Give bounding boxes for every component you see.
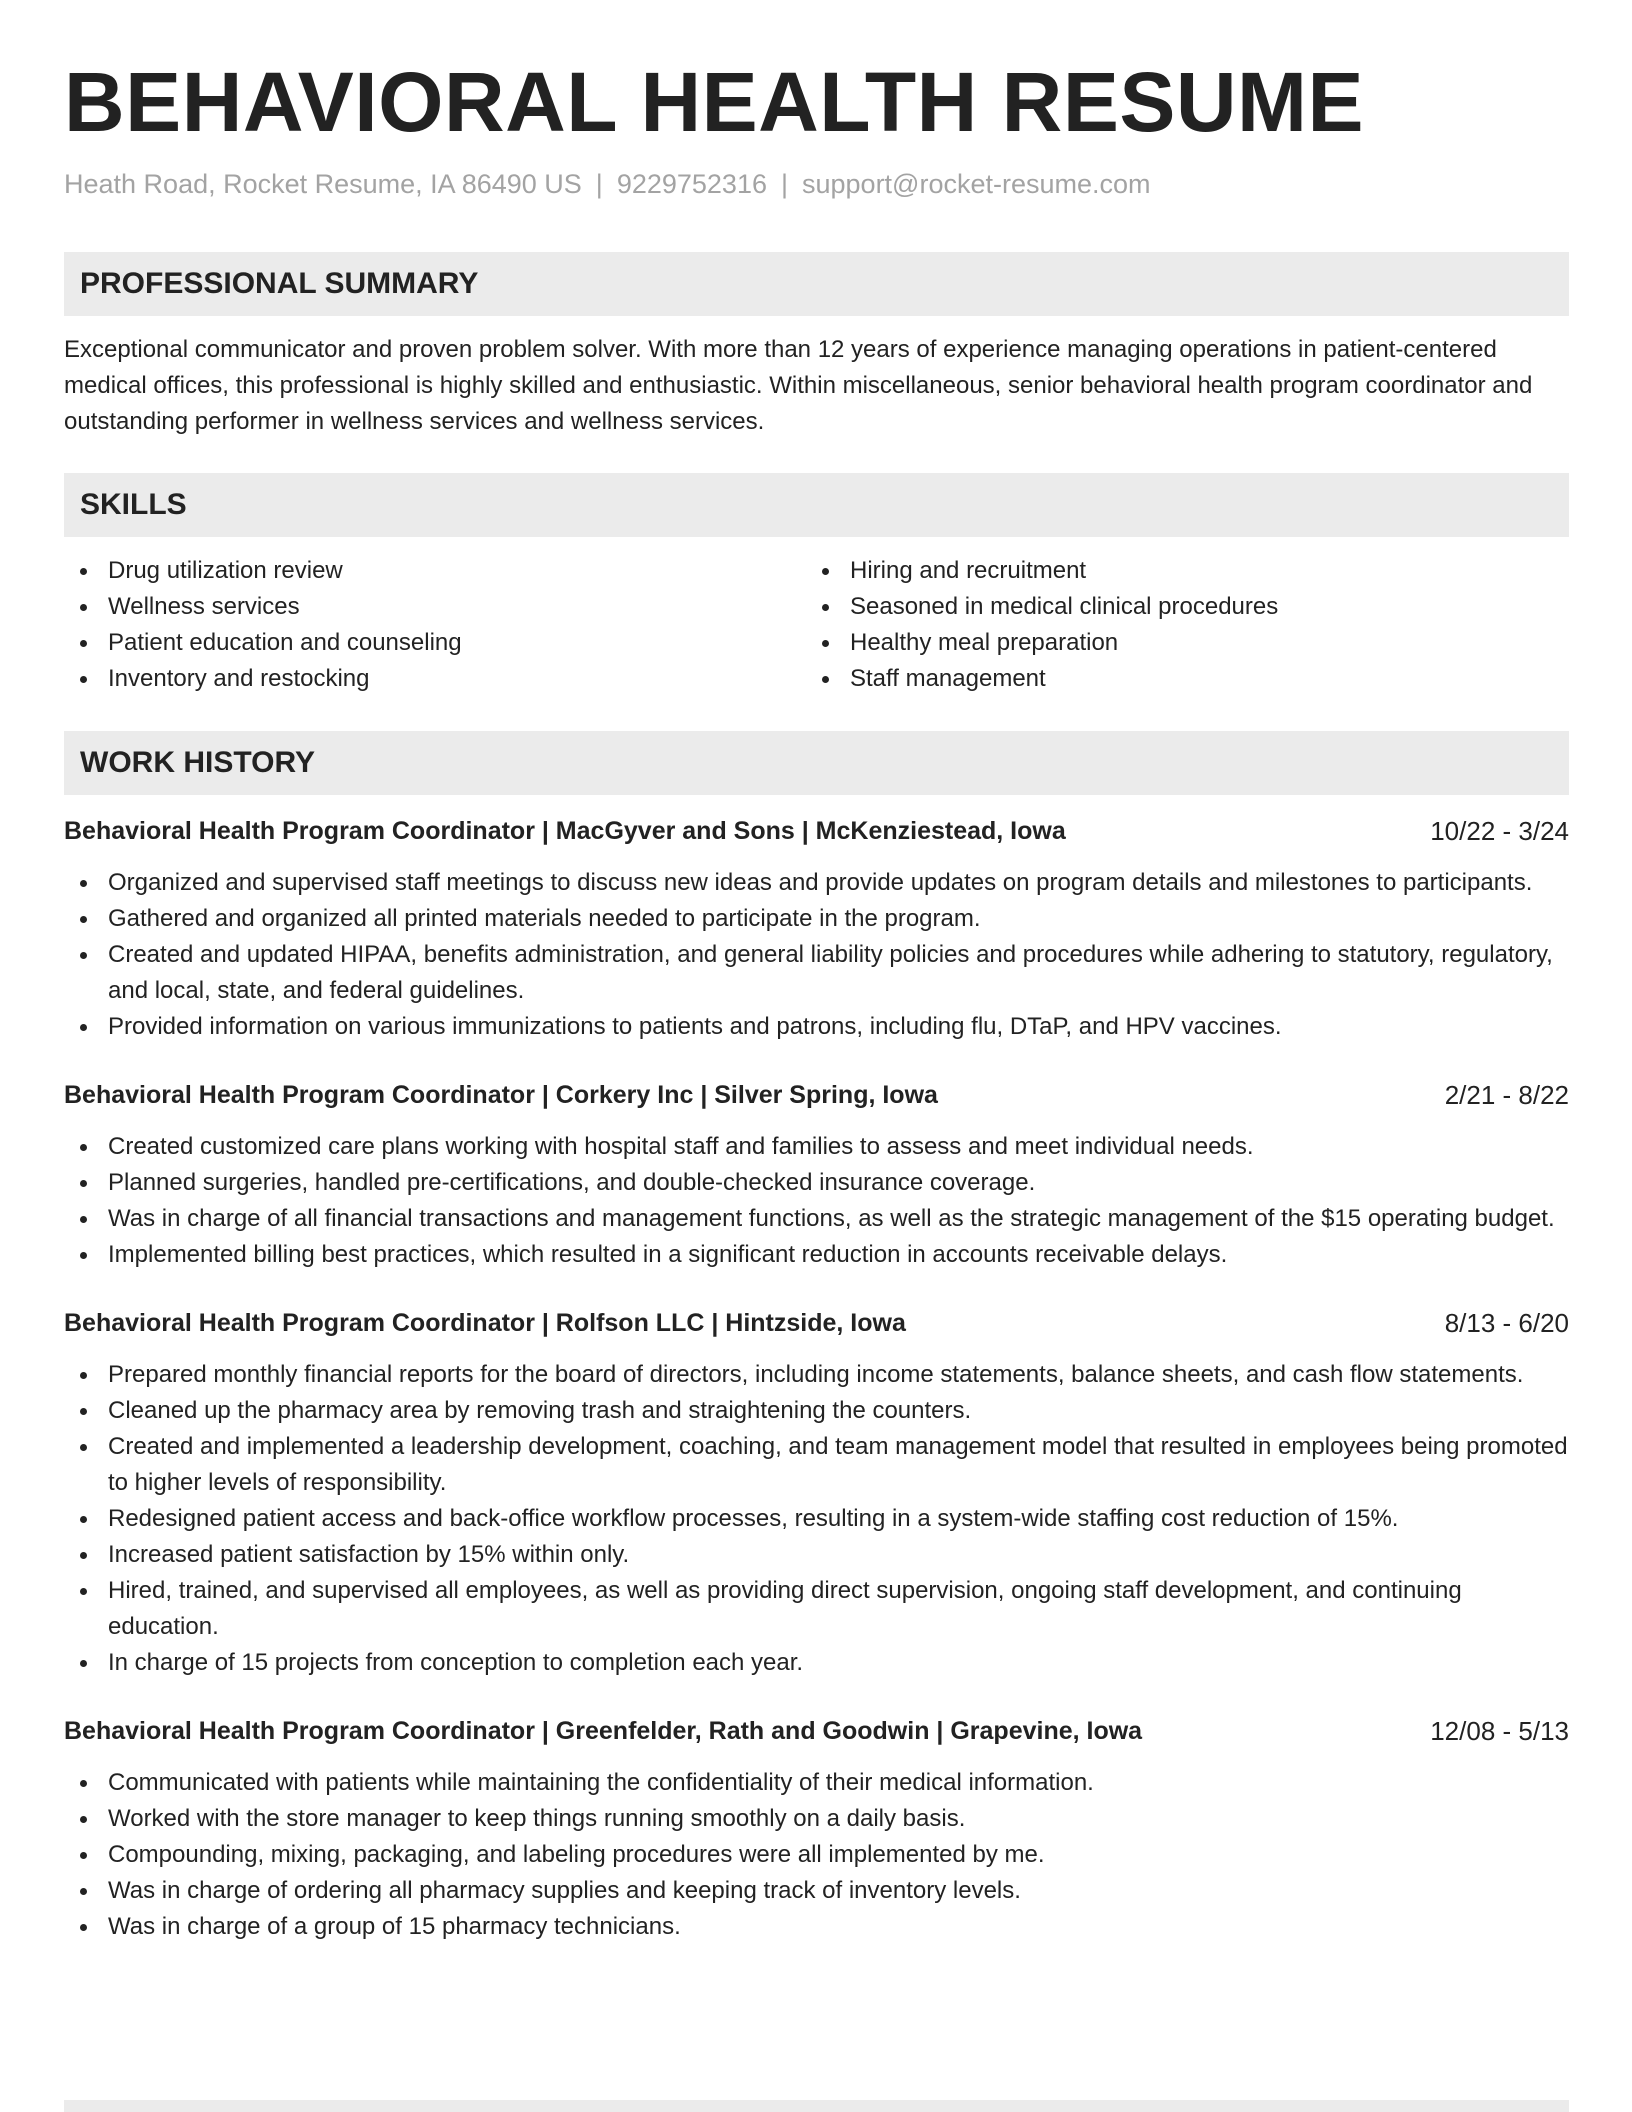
job-bullet: Created customized care plans working with hospital staff and families to assess and meet individual needs. bbox=[64, 1129, 1569, 1165]
job-bullet: Implemented billing best practices, which resulted in a significant reduction in accounts receivable delays. bbox=[64, 1237, 1569, 1273]
job-bullet: Created and updated HIPAA, benefits administration, and general liability policies and procedures while adhering to statutory, regulatory, and local, state, and federal guidelines. bbox=[64, 937, 1569, 1009]
job-header bbox=[64, 1077, 1569, 1113]
job-title: Behavioral Health Program Coordinator | MacGyver and Sons | McKenziestead, Iowa bbox=[64, 817, 1066, 845]
job-bullet: Was in charge of a group of 15 pharmacy technicians. bbox=[64, 1909, 1569, 1945]
contact-line bbox=[64, 166, 1569, 202]
job-bullet: Created and implemented a leadership development, coaching, and team management model that resulted in employees being promoted to higher levels of responsibility. bbox=[64, 1429, 1569, 1501]
job-bullet: Was in charge of all financial transactions and management functions, as well as the strategic management of the $15 operating budget. bbox=[64, 1201, 1569, 1237]
next-section-header-edge bbox=[64, 2100, 1569, 2112]
job-bullet: In charge of 15 projects from conception to completion each year. bbox=[64, 1645, 1569, 1681]
job-bullet: Prepared monthly financial reports for the board of directors, including income statements, balance sheets, and cash flow statements. bbox=[64, 1357, 1569, 1393]
job-dates: 8/13 - 6/20 bbox=[1444, 1308, 1569, 1338]
job-dates: 12/08 - 5/13 bbox=[1430, 1716, 1569, 1746]
skill-item: Inventory and restocking bbox=[64, 661, 806, 697]
skill-item: Staff management bbox=[806, 661, 1548, 697]
job-bullet: Provided information on various immunizations to patients and patrons, including flu, DTaP, and HPV vaccines. bbox=[64, 1009, 1569, 1045]
job-bullet: Redesigned patient access and back-office workflow processes, resulting in a system-wide staffing cost reduction of 15%. bbox=[64, 1501, 1569, 1537]
summary-text: Exceptional communicator and proven problem solver. With more than 12 years of experience managing operations in patient-centered medical offices, this professional is highly skilled and enthusiastic. Within miscellaneous, senior behavioral health program coordinator and outstanding performer in wellness services and wellness services. bbox=[64, 336, 1533, 435]
job-bullet: Worked with the store manager to keep things running smoothly on a daily basis. bbox=[64, 1801, 1569, 1837]
job-header bbox=[64, 813, 1569, 849]
resume-page bbox=[64, 0, 1569, 1945]
skill-item: Healthy meal preparation bbox=[806, 625, 1548, 661]
job-bullets bbox=[64, 1765, 1569, 1945]
job-bullet: Organized and supervised staff meetings to discuss new ideas and provide updates on program details and milestones to participants. bbox=[64, 865, 1569, 901]
skill-item: Wellness services bbox=[64, 589, 806, 625]
job-bullets bbox=[64, 1357, 1569, 1681]
job-bullet: Compounding, mixing, packaging, and labeling procedures were all implemented by me. bbox=[64, 1837, 1569, 1873]
job-title: Behavioral Health Program Coordinator | Rolfson LLC | Hintzside, Iowa bbox=[64, 1309, 906, 1337]
skill-item: Patient education and counseling bbox=[64, 625, 806, 661]
job-bullet: Cleaned up the pharmacy area by removing trash and straightening the counters. bbox=[64, 1393, 1569, 1429]
job-entry bbox=[64, 1077, 1569, 1273]
job-header bbox=[64, 1713, 1569, 1749]
contact-phone: 9229752316 bbox=[616, 169, 767, 199]
section-header-summary: PROFESSIONAL SUMMARY bbox=[64, 252, 1569, 316]
contact-address: Heath Road, Rocket Resume, IA 86490 US bbox=[64, 169, 582, 199]
job-bullet: Increased patient satisfaction by 15% within only. bbox=[64, 1537, 1569, 1573]
skills-column-left bbox=[64, 553, 806, 697]
job-bullets bbox=[64, 1129, 1569, 1273]
job-bullet: Communicated with patients while maintaining the confidentiality of their medical information. bbox=[64, 1765, 1569, 1801]
skills-grid bbox=[64, 553, 1569, 697]
job-dates: 10/22 - 3/24 bbox=[1430, 816, 1569, 846]
job-title: Behavioral Health Program Coordinator | Corkery Inc | Silver Spring, Iowa bbox=[64, 1081, 938, 1109]
job-dates: 2/21 - 8/22 bbox=[1444, 1080, 1569, 1110]
job-bullets bbox=[64, 865, 1569, 1045]
skill-item: Drug utilization review bbox=[64, 553, 806, 589]
section-header-skills: SKILLS bbox=[64, 473, 1569, 537]
skill-item: Hiring and recruitment bbox=[806, 553, 1548, 589]
job-title: Behavioral Health Program Coordinator | Greenfelder, Rath and Goodwin | Grapevine, Iowa bbox=[64, 1717, 1143, 1745]
skills-column-right bbox=[806, 553, 1548, 697]
contact-separator: | bbox=[595, 169, 603, 199]
job-bullet: Planned surgeries, handled pre-certifications, and double-checked insurance coverage. bbox=[64, 1165, 1569, 1201]
job-entry bbox=[64, 1713, 1569, 1945]
job-entry bbox=[64, 1305, 1569, 1681]
contact-email: support@rocket-resume.com bbox=[802, 169, 1151, 199]
skill-item: Seasoned in medical clinical procedures bbox=[806, 589, 1548, 625]
job-bullet: Gathered and organized all printed materials needed to participate in the program. bbox=[64, 901, 1569, 937]
resume-title: BEHAVIORAL HEALTH RESUME bbox=[64, 55, 1365, 149]
job-bullet: Hired, trained, and supervised all employees, as well as providing direct supervision, ongoing staff development, and continuing education. bbox=[64, 1573, 1569, 1645]
job-bullet: Was in charge of ordering all pharmacy supplies and keeping track of inventory levels. bbox=[64, 1873, 1569, 1909]
job-entry bbox=[64, 813, 1569, 1045]
section-header-work-history: WORK HISTORY bbox=[64, 731, 1569, 795]
contact-separator: | bbox=[780, 169, 788, 199]
job-header bbox=[64, 1305, 1569, 1341]
